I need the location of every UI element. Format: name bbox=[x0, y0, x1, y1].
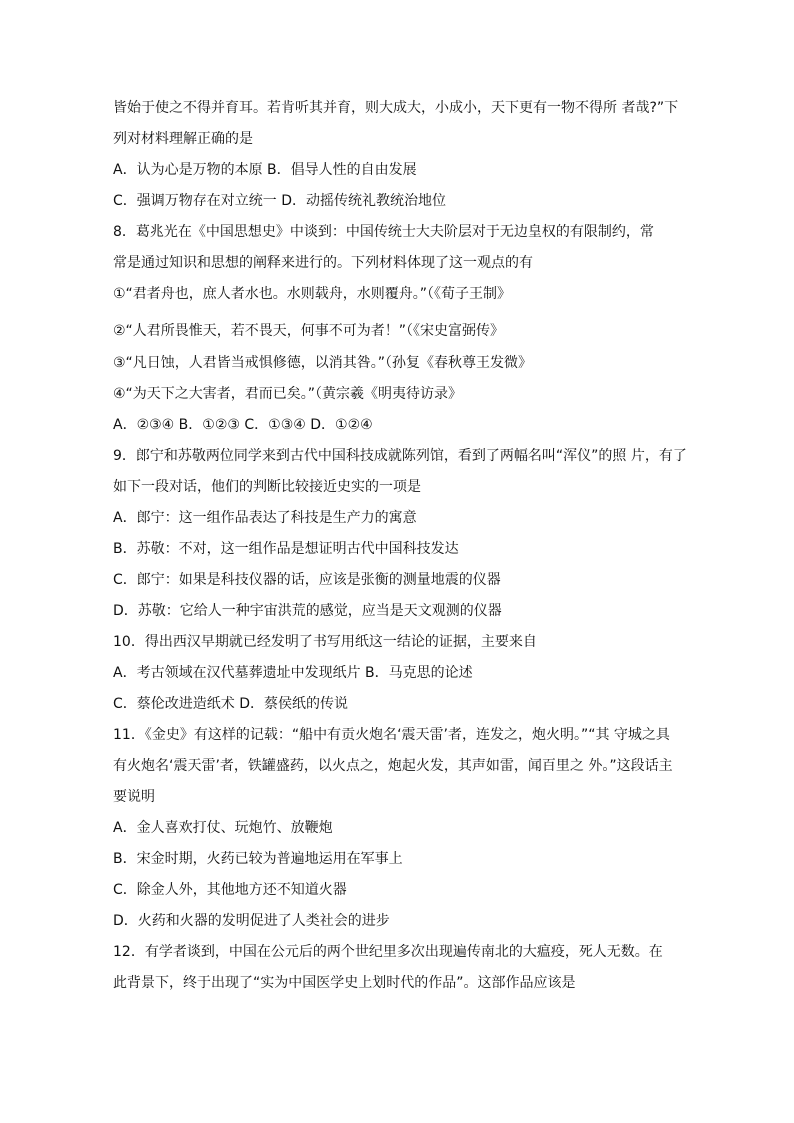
question-8-line-2: 常是通过知识和思想的阐释来进行的。下列材料体现了这一观点的有 bbox=[113, 255, 533, 271]
option-line-8: A．②③④ B．①②③ C．①③④ D．①②④ bbox=[113, 417, 373, 433]
question-11-line-2: 有火炮名‘震天雷’者，铁罐盛药，以火点之，炮起火发，其声如雷，闻百里之 外。”这段话主 bbox=[113, 758, 673, 774]
material-2: ②“人君所畏惟天，若不畏天，何事不可为者！”（《宋史富弼传》 bbox=[113, 323, 505, 339]
question-11-line-3: 要说明 bbox=[113, 789, 155, 805]
option-line-10ab: A．考古领域在汉代墓葬遗址中发现纸片 B．马克思的论述 bbox=[113, 665, 473, 681]
text-line-1: 皆始于使之不得并育耳。若肯听其并育，则大成大，小成小，天下更有一物不得所 者哉?”下 bbox=[113, 100, 679, 116]
option-9d: D．苏敬：它给人一种宇宙洪荒的感觉，应当是天文观测的仪器 bbox=[113, 603, 502, 619]
text-line-2: 列对材料理解正确的是 bbox=[113, 131, 253, 147]
document-page bbox=[113, 98, 687, 993]
option-9b: B．苏敬：不对，这一组作品是想证明古代中国科技发达 bbox=[113, 541, 459, 557]
question-12-line-2: 此背景下，终于出现了“实为中国医学史上划时代的作品”。这部作品应该是 bbox=[113, 975, 576, 991]
material-1: ①“君者舟也，庶人者水也。水则载舟，水则覆舟。”（《荀子王制》 bbox=[113, 286, 512, 302]
material-4: ④“为天下之大害者，君而已矣。”（黄宗羲《明夷待访录》 bbox=[113, 386, 463, 402]
option-11a: A．金人喜欢打仗、玩炮竹、放鞭炮 bbox=[113, 820, 333, 836]
question-12-line-1: 12．有学者谈到，中国在公元后的两个世纪里多次出现遍传南北的大瘟疫，死人无数。在 bbox=[113, 944, 663, 960]
question-9-line-2: 如下一段对话，他们的判断比较接近史实的一项是 bbox=[113, 479, 421, 495]
option-line-10cd: C．蔡伦改进造纸术 D．蔡侯纸的传说 bbox=[113, 696, 349, 712]
question-11-line-1: 11．《金史》有这样的记载：“船中有贡火炮名‘震天雷’者，连发之，炮火明。”“其 守城之具 bbox=[113, 727, 670, 743]
material-3: ③“凡日蚀，人君皆当戒惧修德，以消其咎。”（孙复《春秋尊王发微》 bbox=[113, 355, 533, 371]
option-9c: C．郎宁：如果是科技仪器的话，应该是张衡的测量地震的仪器 bbox=[113, 572, 501, 588]
question-10: 10．得出西汉早期就已经发明了书写用纸这一结论的证据，主要来自 bbox=[113, 634, 537, 650]
question-8-line-1: 8．葛兆光在《中国思想史》中谈到：中国传统士大夫阶层对于无边皇权的有限制约，常 bbox=[113, 224, 654, 240]
question-9-line-1: 9．郎宁和苏敬两位同学来到古代中国科技成就陈列馆，看到了两幅名叫“浑仪”的照 片，有了 bbox=[113, 448, 687, 464]
option-11c: C．除金人外，其他地方还不知道火器 bbox=[113, 882, 347, 898]
option-11d: D．火药和火器的发明促进了人类社会的进步 bbox=[113, 913, 390, 929]
option-11b: B．宋金时期，火药已较为普遍地运用在军事上 bbox=[113, 851, 403, 867]
option-9a: A．郎宁：这一组作品表达了科技是生产力的寓意 bbox=[113, 510, 417, 526]
option-line-7ab: A．认为心是万物的本原 B．倡导人性的自由发展 bbox=[113, 162, 417, 178]
option-line-7cd: C．强调万物存在对立统一 D．动摇传统礼教统治地位 bbox=[113, 193, 447, 209]
